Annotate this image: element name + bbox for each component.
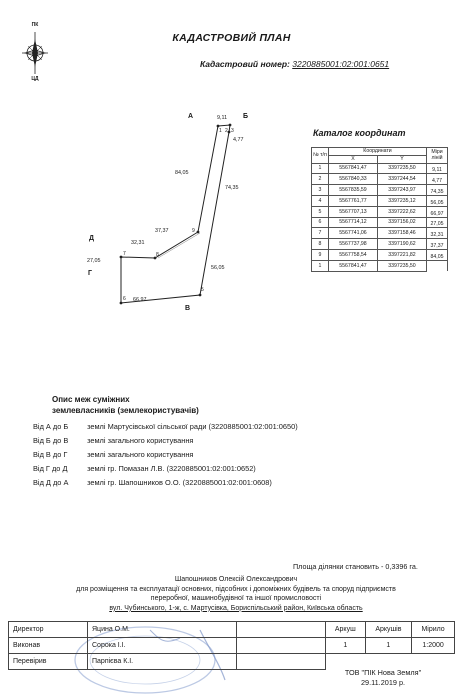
signature-cell	[237, 638, 326, 654]
vertex-number: 2	[225, 128, 228, 134]
coord-y: 3397190,62	[378, 239, 427, 250]
line-measure: 84,05	[427, 249, 448, 260]
line-length-label: 74,35	[225, 185, 239, 191]
neighbor-segment: Від Д до А	[33, 478, 69, 487]
role-cell: Виконав	[9, 638, 88, 654]
line-length-label: 66,97	[133, 297, 147, 303]
role-cell: Директор	[9, 622, 88, 638]
col-header-number: № т/п	[312, 148, 329, 164]
coordinate-row	[312, 217, 448, 228]
line-measure: 9,11	[427, 163, 448, 174]
coord-y: 3397243,97	[378, 185, 427, 196]
coord-y: 3397244,54	[378, 174, 427, 185]
purpose-line-1: для розміщення та експлуатації основних, підсобних і допоміжних будівель та споруд підприємств	[76, 585, 396, 593]
neighbor-description: землі Мартусівської сільської ради (3220885001:02:001:0650)	[87, 422, 298, 431]
name-cell: Яцина О.М.	[88, 622, 237, 638]
coord-x: 5567761,77	[329, 195, 378, 206]
neighbor-description: землі гр. Шапошников О.О. (3220885001:02:001:0608)	[87, 478, 272, 487]
company-date: 29.11.2019 р.	[360, 677, 406, 687]
catalog-title: Каталог координат	[313, 128, 406, 138]
coord-y: 3397235,50	[378, 163, 427, 174]
signature-table	[8, 621, 455, 670]
coordinate-row	[312, 249, 448, 260]
line-measure: 37,37	[427, 239, 448, 250]
coordinate-row	[312, 228, 448, 239]
neighbor-row	[33, 436, 193, 445]
coord-y: 3397235,12	[378, 195, 427, 206]
coord-x: 5567707,13	[329, 206, 378, 217]
point-number: 5	[312, 206, 329, 217]
point-number: 1	[312, 260, 329, 271]
vertex-label-a: А	[188, 113, 194, 120]
line-measure	[427, 260, 448, 271]
vertex-label-d: Д	[89, 235, 94, 242]
coord-x: 5567758,54	[329, 249, 378, 260]
cadastral-number-label: Кадастровий номер:	[200, 59, 290, 69]
cadastral-number-line	[200, 59, 389, 69]
vertex-number: 3	[231, 128, 234, 134]
coord-x: 5567737,98	[329, 239, 378, 250]
line-measure: 32,31	[427, 228, 448, 239]
neighbor-row	[33, 450, 193, 459]
coordinate-row	[312, 206, 448, 217]
neighbors-title-line2: землевласників (землекористувачів)	[52, 406, 199, 415]
coord-y: 3397235,50	[378, 260, 427, 271]
coordinate-row	[312, 195, 448, 206]
purpose-line-2: переробної, машинобудівної та іншої промисловості	[150, 595, 322, 603]
vertex-number: 8	[156, 252, 159, 258]
line-length-label: 37,37	[155, 228, 169, 234]
signature-cell	[237, 622, 326, 638]
name-cell: Парпієва К.І.	[88, 654, 237, 670]
line-measure: 27,05	[427, 217, 448, 228]
line-length-label: 9,11	[217, 115, 228, 121]
point-number: 7	[312, 228, 329, 239]
neighbors-title	[52, 394, 199, 416]
vertex-number: 9	[192, 228, 195, 234]
col-header-coords: Координати	[329, 148, 427, 156]
neighbor-segment: Від Г до Д	[33, 464, 68, 473]
point-number: 3	[312, 185, 329, 196]
neighbor-description: землі загального користування	[87, 450, 194, 459]
line-length-label: 27,05	[87, 258, 101, 264]
vertex-number: 5	[201, 287, 204, 293]
line-measure: 74,35	[427, 185, 448, 196]
point-number: 8	[312, 239, 329, 250]
vertex-label-v: В	[185, 305, 191, 312]
coord-x: 5567835,59	[329, 185, 378, 196]
coord-y: 3397221,82	[378, 249, 427, 260]
company-block	[313, 668, 453, 687]
coordinate-row	[312, 174, 448, 185]
neighbor-description: землі загального користування	[87, 436, 194, 445]
neighbor-row	[33, 464, 256, 473]
vertex-label-h: Г	[88, 270, 92, 277]
col-header-x: X	[329, 155, 378, 163]
scale-value: 1:2000	[412, 638, 455, 654]
parcel-area: Площа ділянки становить - 0,3396 га.	[293, 562, 418, 571]
role-cell: Перевірив	[9, 654, 88, 670]
neighbors-title-line1: Опис меж суміжних	[52, 395, 130, 404]
vertex-number: 7	[123, 251, 126, 257]
vertex-number: 1	[219, 128, 222, 134]
point-number: 2	[312, 174, 329, 185]
coord-x: 5567841,47	[329, 260, 378, 271]
point-number: 4	[312, 195, 329, 206]
coordinate-row	[312, 163, 448, 174]
coordinate-row	[312, 185, 448, 196]
coord-x: 5567840,33	[329, 174, 378, 185]
col-header-measure: Міри ліній	[427, 148, 448, 164]
sheets-label: Аркушів	[365, 622, 412, 638]
line-measure: 56,05	[427, 195, 448, 206]
neighbor-segment: Від Б до В	[33, 436, 69, 445]
compass-top-label: ПК	[31, 22, 39, 28]
coord-y: 3397222,62	[378, 206, 427, 217]
coord-y: 3397156,02	[378, 217, 427, 228]
coordinates-table	[311, 147, 448, 272]
coordinate-row	[312, 239, 448, 250]
cadastral-number-value: 3220885001:02:001:0651	[292, 59, 390, 69]
sheet-value: 1	[326, 638, 366, 654]
coord-x: 5567841,47	[329, 163, 378, 174]
line-measure: 66,97	[427, 206, 448, 217]
point-number: 9	[312, 249, 329, 260]
coord-x: 5567741,06	[329, 228, 378, 239]
parcel-plan-drawing	[55, 105, 265, 335]
coordinate-row	[312, 260, 448, 271]
name-cell: Сорока І.І.	[88, 638, 237, 654]
point-number: 1	[312, 163, 329, 174]
neighbor-row	[33, 478, 272, 487]
coord-x: 5567714,12	[329, 217, 378, 228]
compass-bottom-label: ЦД	[31, 76, 39, 82]
neighbor-description: землі гр. Помазан Л.В. (3220885001:02:001:0652)	[87, 464, 256, 473]
col-header-y: Y	[378, 155, 427, 163]
scale-label: Мірило	[412, 622, 455, 638]
line-length-label: 4,77	[233, 137, 244, 143]
coord-y: 3397158,46	[378, 228, 427, 239]
sheets-value: 1	[365, 638, 412, 654]
owner-name: Шапошников Олексій Олександрович	[174, 576, 298, 583]
vertex-number: 6	[123, 296, 126, 302]
owner-purpose-block	[20, 575, 452, 613]
vertex-label-b: Б	[243, 113, 249, 120]
line-length-label: 56,05	[211, 265, 225, 271]
document-title: КАДАСТРОВИЙ ПЛАН	[172, 32, 291, 44]
line-measure: 4,77	[427, 174, 448, 185]
line-length-label: 84,05	[175, 170, 189, 176]
neighbor-row	[33, 422, 298, 431]
company-name: ТОВ "ПІК Нова Земля"	[344, 668, 422, 677]
address: вул. Чубинського, 1-ж, с. Мартусівка, Бориспільський район, Київська область	[109, 604, 363, 612]
line-length-label: 32,31	[131, 240, 145, 246]
neighbor-segment: Від В до Г	[33, 450, 68, 459]
point-number: 6	[312, 217, 329, 228]
neighbor-segment: Від А до Б	[33, 422, 69, 431]
sheet-label: Аркуш	[326, 622, 366, 638]
